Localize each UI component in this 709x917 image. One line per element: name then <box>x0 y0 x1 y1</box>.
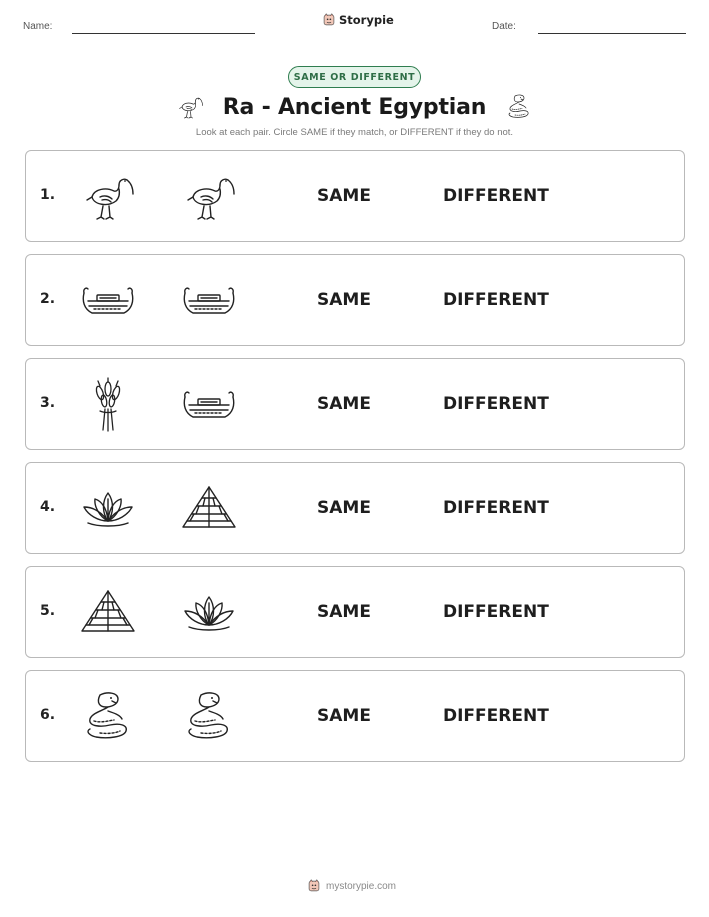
same-option[interactable]: SAME <box>317 498 371 518</box>
question-row <box>25 254 685 346</box>
ibis-icon <box>179 167 239 227</box>
question-row <box>25 150 685 242</box>
date-field-line[interactable] <box>538 33 686 34</box>
title-row <box>0 89 709 125</box>
ibis-icon <box>175 92 205 122</box>
page-title: Ra - Ancient Egyptian <box>222 94 487 120</box>
lotus-icon <box>78 479 138 539</box>
same-option[interactable]: SAME <box>317 186 371 206</box>
different-option[interactable]: DIFFERENT <box>443 602 549 622</box>
ibis-icon <box>78 167 138 227</box>
question-number: 1. <box>40 187 56 203</box>
name-field-line[interactable] <box>72 33 255 34</box>
question-number: 5. <box>40 603 56 619</box>
different-option[interactable]: DIFFERENT <box>443 290 549 310</box>
cobra-icon <box>179 687 239 747</box>
boat-icon <box>78 271 138 331</box>
question-row <box>25 462 685 554</box>
question-row <box>25 358 685 450</box>
same-option[interactable]: SAME <box>317 602 371 622</box>
lotus-icon <box>179 583 239 643</box>
boat-icon <box>179 375 239 435</box>
brand-name: Storypie <box>339 13 394 27</box>
brand <box>322 13 394 27</box>
cobra-icon <box>504 92 534 122</box>
question-number: 2. <box>40 291 56 307</box>
storypie-logo-icon <box>322 13 336 27</box>
footer-url[interactable]: mystorypie.com <box>326 880 397 892</box>
storypie-logo-icon <box>307 879 321 893</box>
date-label: Date: <box>492 21 516 32</box>
name-label: Name: <box>23 21 53 32</box>
question-row <box>25 566 685 658</box>
pyramid-icon <box>78 583 138 643</box>
different-option[interactable]: DIFFERENT <box>443 186 549 206</box>
same-option[interactable]: SAME <box>317 706 371 726</box>
pyramid-icon <box>179 479 239 539</box>
wheat-icon <box>78 375 138 435</box>
cobra-icon <box>78 687 138 747</box>
instructions: Look at each pair. Circle SAME if they match, or DIFFERENT if they do not. <box>195 127 514 138</box>
activity-badge: SAME OR DIFFERENT <box>288 66 421 88</box>
question-row <box>25 670 685 762</box>
different-option[interactable]: DIFFERENT <box>443 706 549 726</box>
boat-icon <box>179 271 239 331</box>
question-number: 4. <box>40 499 56 515</box>
different-option[interactable]: DIFFERENT <box>443 394 549 414</box>
different-option[interactable]: DIFFERENT <box>443 498 549 518</box>
question-number: 3. <box>40 395 56 411</box>
same-option[interactable]: SAME <box>317 394 371 414</box>
footer <box>307 879 396 893</box>
same-option[interactable]: SAME <box>317 290 371 310</box>
question-number: 6. <box>40 707 56 723</box>
